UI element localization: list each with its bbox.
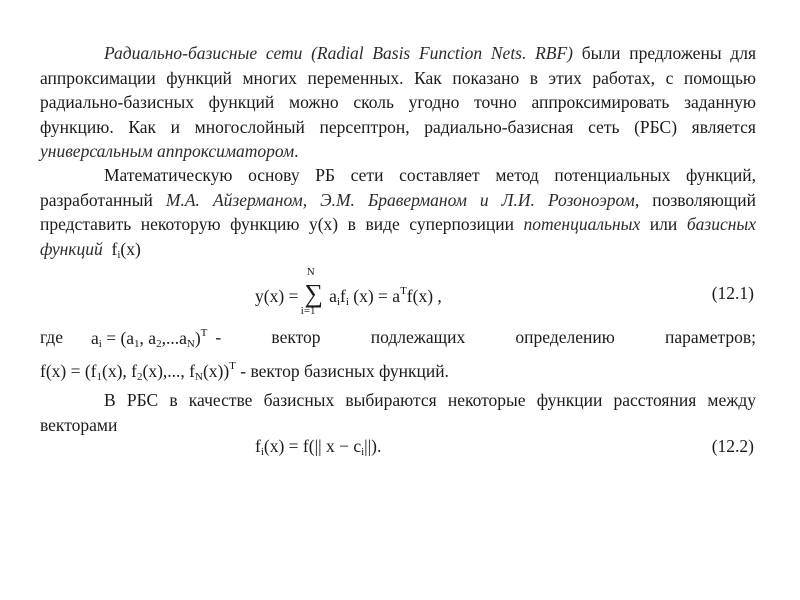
function-f: f <box>111 238 118 259</box>
potential-italic: потенциальных <box>523 214 641 234</box>
eq1-rhs: f(x) , <box>406 286 442 306</box>
function-f-sub: i <box>117 248 121 261</box>
basis-mid1: (x), f <box>102 361 137 381</box>
distance-text: В РБС в качестве базисных выбираются некоторые функции расстояния между векторами <box>40 390 756 435</box>
math-basis-text: Математическую основу РБ сети составляет метод потенциальных функций, разработанный <box>40 165 756 210</box>
function-f-arg: (x) <box>120 238 141 259</box>
f2-sub: 2 <box>137 371 143 383</box>
equation-number-12-1: (12.1) <box>711 283 754 303</box>
math-basis-text-2: , позволяющий представить некоторую функцию <box>40 189 756 234</box>
eq1-lhs: y(x) = <box>255 286 299 306</box>
function-y: y(x) <box>308 214 339 234</box>
a-i-sub: i <box>98 338 102 350</box>
paragraph-intro <box>40 41 756 164</box>
basis-description: - вектор базисных функций. <box>240 361 449 381</box>
basis-start: f(x) = (f <box>40 361 97 381</box>
basis-transpose: T <box>229 360 236 372</box>
equation-12-1 <box>255 266 442 317</box>
or-text: или <box>640 214 687 234</box>
sum-lower-limit: i=1 <box>300 305 316 317</box>
vec-transpose: T <box>200 327 208 339</box>
paragraph-math-basis <box>40 163 756 267</box>
sum-upper-limit: N <box>306 266 315 278</box>
eq1-arg: (x) = a <box>353 286 401 306</box>
eq2-end: ||). <box>364 436 382 456</box>
summation <box>300 266 325 317</box>
eq1-f: f <box>340 286 346 306</box>
params-vector-line <box>40 327 756 350</box>
basis-functions-italic: базисных функций <box>40 214 757 259</box>
eq1-f-sub: i <box>345 296 349 308</box>
equation-number-12-2: (12.2) <box>711 436 754 456</box>
eq2-mid: (x) = f(|| x − c <box>263 436 362 456</box>
vec-close: ) <box>194 328 201 348</box>
vec-open: = (a <box>106 328 135 348</box>
basis-vector-line <box>40 360 756 383</box>
vec-a2: , a <box>139 328 157 348</box>
a-i: a <box>90 328 99 348</box>
a1-sub: 1 <box>134 338 140 350</box>
params-description: - вектор подлежащих определению параметров; <box>215 327 756 347</box>
eq2-f-sub: i <box>260 446 264 458</box>
f1-sub: 1 <box>96 371 103 383</box>
fN-sub: N <box>194 371 203 383</box>
params-vector <box>91 327 207 350</box>
eq2-c-sub: i <box>361 446 365 458</box>
eq1-a-sub: i <box>336 296 340 308</box>
eq2-f: f <box>255 436 261 456</box>
a2-sub: 2 <box>156 338 162 350</box>
authors-italic: М.А. Айзерманом, Э.М. Браверманом и Л.И. Розоноэром <box>165 189 635 210</box>
sigma-symbol: ∑ <box>304 279 324 308</box>
math-basis-text-3: в виде суперпозиции <box>338 214 524 234</box>
eq1-transpose: T <box>400 285 407 297</box>
intro-period: . <box>294 141 299 161</box>
eq1-a: a <box>329 286 337 306</box>
aN-sub: N <box>186 338 195 350</box>
intro-text: были предложены для аппроксимации функций многих переменных. Как показано в этих работах, с помощью радиально-базисных функций можно сколь угодно точно аппроксимировать заданную функцию. Как и многослойный персептрон, радиально-базисная сеть (РБС) является <box>40 43 756 137</box>
where-label: где <box>40 327 63 347</box>
vec-dots: ,...a <box>161 328 187 348</box>
universal-approximator-term: универсальным аппроксиматором <box>40 141 295 161</box>
basis-mid2: (x),..., f <box>142 361 195 381</box>
equation-12-2 <box>255 436 381 458</box>
paragraph-distance <box>40 388 756 437</box>
basis-end: (x)) <box>202 361 230 381</box>
rbf-title-italic: Радиально-базисные сети (Radial Basis Function Nets. RBF) <box>104 43 573 63</box>
